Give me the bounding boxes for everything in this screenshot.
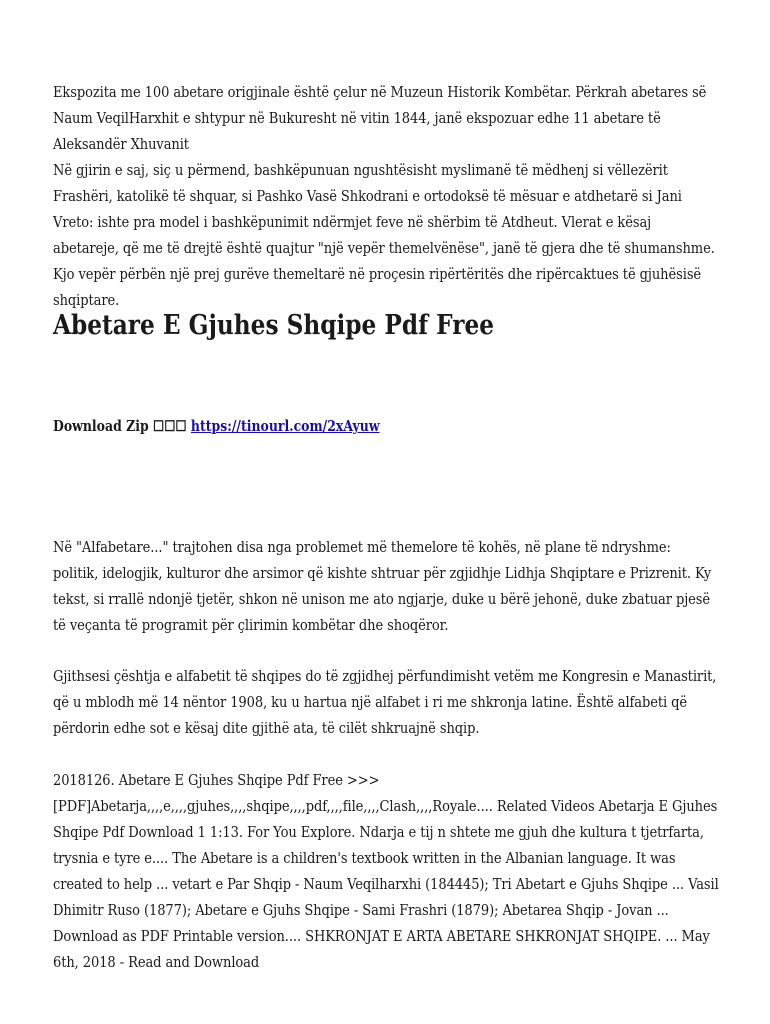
page-title: Abetare E Gjuhes Shqipe Pdf Free	[53, 310, 495, 341]
download-label: Download Zip	[53, 418, 149, 435]
download-line	[53, 414, 380, 440]
body-paragraph-5: 2018126. Abetare E Gjuhes Shqipe Pdf Free >>> [PDF]Abetarja,,,,e,,,,gjuhes,,,,shqipe,,,,pdf,,,,file,,,,Clash,,,,Royale.... Related Videos Abetarja E Gjuhes Shqipe Pdf Download 1 1:13. For You Explore. Ndarja e tij n shtete me gjuh dhe kultura t tjetrfarta, trysnia e tyre e.... The Abetare is a children's textbook written in the Albanian language. It was created to help ... vetart e Par Shqip - Naum Veqilharxhi (184445); Tri Abetart e Gjuhs Shqipe ... Vasil Dhimitr Ruso (1877); Abetare e Gjuhs Shqipe - Sami Frashri (1879); Abetarea Shqip - Jovan ... Download as PDF Printable version.... SHKRONJAT E ARTA ABETARE SHKRONJAT SHQIPE. ... May 6th, 2018 - Read and Download	[53, 773, 719, 971]
body-paragraph-3: Në "Alfabetare..." trajtohen disa nga problemet më themelore të kohës, në plane të ndryshme: politik, idelogjik, kulturor dhe arsimor që kishte shtruar për zgjidhje Lidhja Shqiptare e Prizrenit. Ky tekst, si rrallë ndonjë tjetër, shkon në unison me ato ngjarje, duke u bërë jehonë, duke zbatuar pjesë të veçanta të programit për çlirimin kombëtar dhe shoqëror.	[53, 540, 712, 634]
intro-paragraph-2: Në gjirin e saj, siç u përmend, bashkëpunuan ngushtësisht myslimanë të mëdhenj si vëllezërit Frashëri, katolikë të shquar, si Pashko Vasë Shkodrani e ortodoksë të mësuar e atdhetarë si Jani Vreto: ishte pra model i bashkëpunimit ndërmjet feve në shërbim të Atdheut. Vlerat e kësaj abetareje, që me të drejtë është quajtur "një vepër themelvënëse", janë të gjera dhe të shumanshme. Kjo vepër përbën një prej gurëve themeltarë në proçesin ripërtëritës dhe ripërcaktues të gjuhësisë shqiptare.	[53, 163, 715, 309]
download-link[interactable]: https://tinourl.com/2xAyuw	[190, 418, 380, 435]
body-paragraph-4: Gjithsesi çështja e alfabetit të shqipes do të zgjidhej përfundimisht vetëm me Kongresin e Manastirit, që u mblodh më 14 nëntor 1908, ku u hartua një alfabet i ri me shkronja latine. Është alfabeti që përdorin edhe sot e kësaj dite gjithë ata, të cilët shkruajnë shqip.	[53, 669, 717, 737]
intro-paragraph-1: Ekspozita me 100 abetare origjinale është çelur në Muzeun Historik Kombëtar. Përkrah abetares së Naum VeqilHarxhit e shtypur në Bukuresht në vitin 1844, janë ekspozuar edhe 11 abetare të Aleksandër Xhuvanit	[53, 85, 707, 153]
download-arrows-icon: ☐☐☐	[153, 418, 187, 435]
